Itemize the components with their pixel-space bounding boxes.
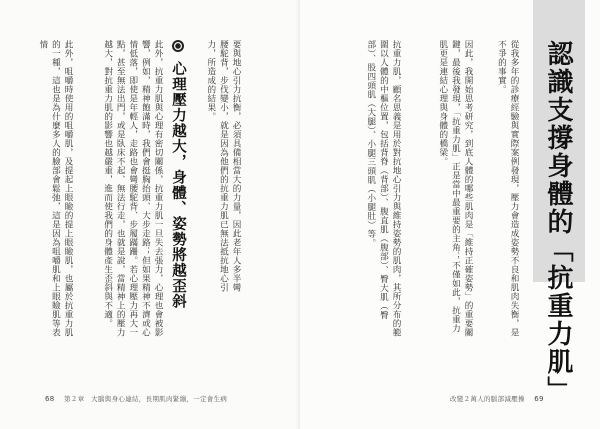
left-body-paragraph-1: 此外，抗重力肌與心理有密切關係，抗重力肌一旦失去張力，心理也會被影響，例如，精神飽滿時，我們會挺胸抬頭、大步走路；但如果精神不濟或心情低落，即使是年輕人，走路也會彎腰駝背、步履蹣跚。若心理壓力再大一點，甚至無法出門，或是臥床不起、無法行走，也就是說，當精神上的壓力越大，對抗重力肌的影響也越嚴重，進而使我們的身體產生歪斜與不適。 [102, 40, 163, 337]
section-heading [168, 40, 189, 309]
chapter-title: 認識支撐身體的「抗重力肌」 [543, 40, 573, 404]
left-body-paragraph-2: 此外，咀嚼時使用的咀嚼肌，及提起上眼瞼的提上眼瞼肌，也屬於抗重力肌的一種，這也是為什麼多人的臉部會鬆弛，這是因為咀嚼肌和上眼瞼肌等表情 [37, 40, 73, 337]
section-heading-text: 心理壓力越大，身體、姿勢將越歪斜 [170, 61, 186, 310]
right-page-number: 69 [534, 395, 544, 403]
left-intro-paragraph: 要與地心引力抗衡，必須具備相當大的力量，因此老年人多半彎腰駝背，步伐變小，就是因為他們的抗重力肌已無法抵抗地心引力，所造成的結果。 [205, 40, 241, 292]
left-running-head: 第２章 大腦與身心連結，長期肌肉緊繃，一定會生病 [63, 395, 228, 403]
left-page-number: 68 [45, 395, 55, 403]
target-bullet-icon [172, 40, 184, 52]
right-running-head: 改變２萬人的腦部減壓操 [450, 395, 525, 403]
right-footer [450, 394, 544, 403]
right-paragraph-1: 從我多年的診療經驗與實際案例發現，壓力會造成姿勢不良和肌肉失衡，是不爭的事實。 [496, 40, 519, 337]
right-paragraph-3: 抗重力肌，顧名思義是用於對抗地心引力與維持姿勢的肌肉，其所分布的範圍以人體的中樞位置，包括背脊（背部）、腹直肌（腹部）、臀大肌（臀部）、股四頭肌（大腿）、小腿三頭肌（小腿肚）等。 [365, 40, 401, 337]
left-footer [45, 394, 227, 403]
right-paragraph-2: 因此，我開始思考研究，到底人體的哪些肌肉是「維持正確姿勢」的重要關鍵，最後我發現，「抗重力肌」正是當中最重要的主角；不僅如此，抗重力肌更是連結心理與身體的橋梁。 [437, 40, 473, 337]
